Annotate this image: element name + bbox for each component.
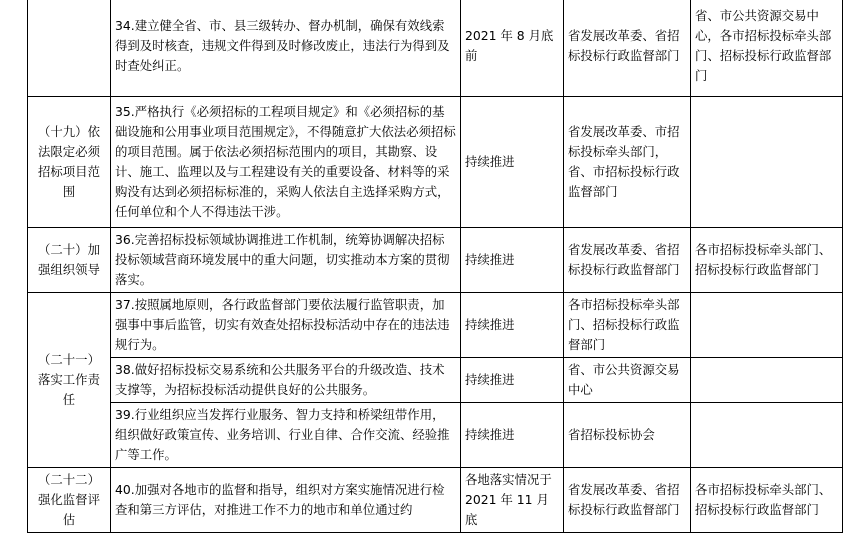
measure-cell: 37.按照属地原则，各行政监督部门要依法履行监管职责，加强事中事后监管，切实有效查处招标投标活动中存在的违法违规行为。 [111, 293, 461, 358]
lead-unit-cell: 各市招标投标牵头部门、招标投标行政监督部门 [564, 293, 691, 358]
measure-cell: 34.建立健全省、市、县三级转办、督办机制，确保有效线索得到及时核查，违规文件得到及时修改废止，违法行为得到及时查处纠正。 [111, 0, 461, 97]
table-row [28, 403, 843, 468]
responsible-unit-cell [691, 358, 843, 403]
table-row [28, 468, 843, 533]
table-row [28, 293, 843, 358]
measure-cell: 35.严格执行《必须招标的工程项目规定》和《必须招标的基础设施和公用事业项目范围规定》，不得随意扩大依法必须招标的项目范围。属于依法必须招标范围内的项目，其勘察、设计、施工、监理以及与工程建设有关的重要设备、材料等的采购没有达到必须招标标准的，采购人依法自主选择采购方式，任何单位和个人不得违法干涉。 [111, 97, 461, 228]
lead-unit-cell: 省、市公共资源交易中心 [564, 358, 691, 403]
measure-cell: 40.加强对各地市的监督和指导，组织对方案实施情况进行检查和第三方评估，对推进工作不力的地市和单位通过约 [111, 468, 461, 533]
deadline-cell: 持续推进 [461, 97, 564, 228]
table-row [28, 358, 843, 403]
task-table [27, 0, 843, 533]
responsible-unit-cell [691, 293, 843, 358]
lead-unit-cell: 省发展改革委、省招标投标行政监督部门 [564, 228, 691, 293]
responsible-unit-cell [691, 97, 843, 228]
deadline-cell: 2021 年 8 月底前 [461, 0, 564, 97]
lead-unit-cell: 省发展改革委、市招标投标牵头部门，省、市招标投标行政监督部门 [564, 97, 691, 228]
deadline-cell: 持续推进 [461, 358, 564, 403]
lead-unit-cell: 省招标投标协会 [564, 403, 691, 468]
table-row [28, 97, 843, 228]
responsible-unit-cell: 各市招标投标牵头部门、招标投标行政监督部门 [691, 468, 843, 533]
lead-unit-cell: 省发展改革委、省招标投标行政监督部门 [564, 468, 691, 533]
measure-cell: 36.完善招标投标领域协调推进工作机制，统筹协调解决招标投标领域营商环境发展中的重大问题，切实推动本方案的贯彻落实。 [111, 228, 461, 293]
deadline-cell: 持续推进 [461, 293, 564, 358]
measure-cell: 39.行业组织应当发挥行业服务、智力支持和桥梁纽带作用，组织做好政策宣传、业务培训、行业自律、合作交流、经验推广等工作。 [111, 403, 461, 468]
category-cell: （二十）加强组织领导 [28, 228, 111, 293]
deadline-cell: 各地落实情况于 2021 年 11 月底 [461, 468, 564, 533]
responsible-unit-cell: 省、市公共资源交易中心，各市招标投标牵头部门、招标投标行政监督部门 [691, 0, 843, 97]
deadline-cell: 持续推进 [461, 228, 564, 293]
deadline-cell: 持续推进 [461, 403, 564, 468]
category-cell [28, 0, 111, 97]
measure-cell: 38.做好招标投标交易系统和公共服务平台的升级改造、技术支撑等，为招标投标活动提供良好的公共服务。 [111, 358, 461, 403]
responsible-unit-cell: 各市招标投标牵头部门、招标投标行政监督部门 [691, 228, 843, 293]
responsible-unit-cell [691, 403, 843, 468]
table-row [28, 228, 843, 293]
table-row [28, 0, 843, 97]
category-cell: （十九）依法限定必须招标项目范围 [28, 97, 111, 228]
lead-unit-cell: 省发展改革委、省招标投标行政监督部门 [564, 0, 691, 97]
category-cell: （二十二）强化监督评估 [28, 468, 111, 533]
category-cell: （二十一）落实工作责任 [28, 293, 111, 468]
